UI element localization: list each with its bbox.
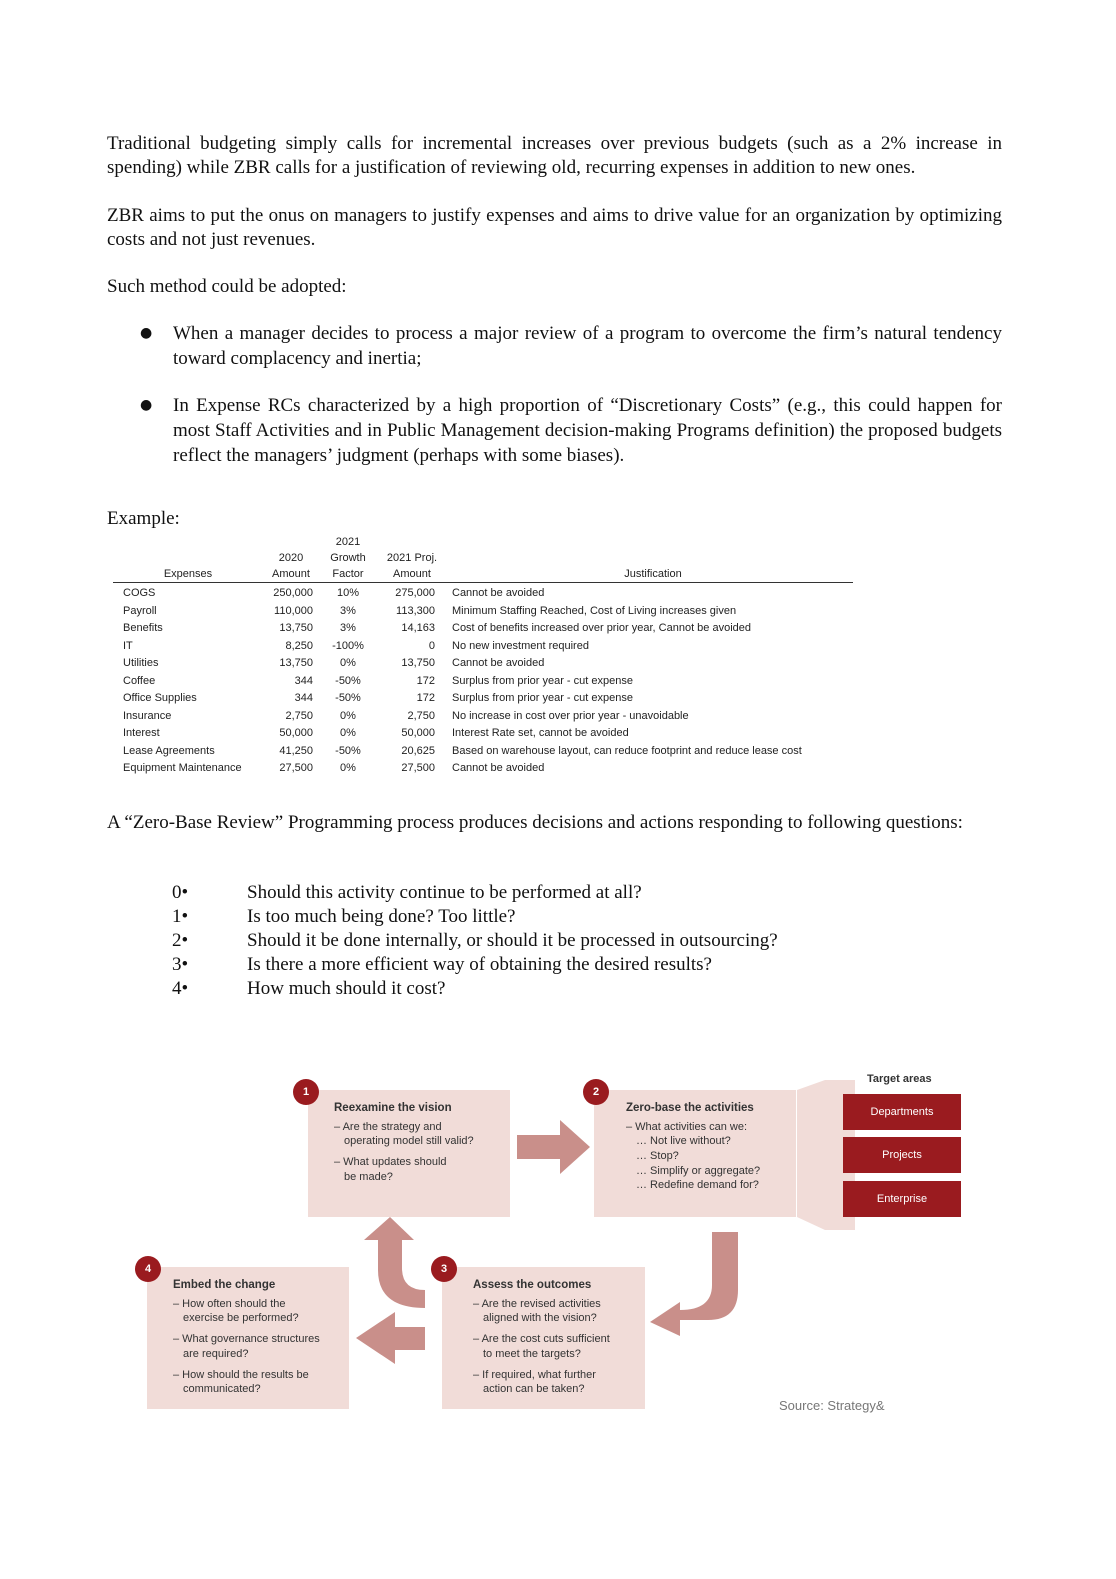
table-row: Payroll 110,000 3% 113,300 Minimum Staffing Reached, Cost of Living increases given — [123, 604, 737, 617]
step-number-badge: 3 — [431, 1256, 457, 1282]
arrow-left-icon — [356, 1312, 425, 1364]
header-2020-amount: Amount — [272, 568, 310, 580]
target-enterprise: Enterprise — [843, 1181, 961, 1217]
step-number-badge: 4 — [135, 1256, 161, 1282]
table-row: Utilities 13,750 0% 13,750 Cannot be avoided — [123, 657, 545, 669]
target-projects: Projects — [843, 1137, 961, 1173]
table-row: Interest 50,000 0% 50,000 Interest Rate set, cannot be avoided — [123, 727, 629, 739]
header-rule — [113, 582, 853, 583]
table-row: IT 8,250 -100% 0 No new investment required — [123, 639, 589, 652]
bullet-text: In Expense RCs characterized by a high proportion of “Discretionary Costs” (e.g., this could happen for most Staff Activities and in Public Management decision-making Programs definition) the proposed budgets reflect the managers’ judgment (perhaps with some biases). — [173, 395, 1002, 466]
step-title: Reexamine the vision — [334, 1102, 452, 1114]
header-proj: 2021 Proj. — [386, 552, 438, 564]
table-row: Benefits 13,750 3% 14,163 Cost of benefits increased over prior year, Cannot be avoided — [123, 622, 752, 634]
bullet-icon: ● — [140, 397, 153, 413]
step-title: Embed the change — [173, 1279, 276, 1291]
step-zero-base-activities: Zero-base the activities – What activities can we: … Not live without? … Stop? … Simplify or aggregate? … Redefine demand for? — [594, 1090, 796, 1217]
arrow-curve-down-icon — [650, 1232, 738, 1336]
header-factor: Factor — [332, 568, 364, 580]
step-reexamine-vision: Reexamine the vision – Are the strategy and operating model still valid? – What updates should be made? — [308, 1090, 510, 1217]
header-growth-year: 2021 — [335, 536, 361, 548]
paragraph-zero-base-review: A “Zero-Base Review” Programming process produces decisions and actions responding to following questions: — [107, 812, 963, 833]
target-departments: Departments — [843, 1094, 961, 1130]
target-areas-title: Target areas — [867, 1073, 932, 1085]
step-assess-outcomes: Assess the outcomes – Are the revised activities aligned with the vision? – Are the cost cuts sufficient to meet the targets? – If required, what further action can be taken? — [442, 1267, 645, 1409]
diagram-source: Source: Strategy& — [779, 1398, 885, 1413]
step-number-badge: 1 — [293, 1079, 319, 1105]
table-row: Coffee 344 -50% 172 Surplus from prior year - cut expense — [123, 674, 633, 687]
header-justification: Justification — [624, 568, 682, 580]
step-number-badge: 2 — [583, 1079, 609, 1105]
paragraph-zbr-aims: ZBR aims to put the onus on managers to justify expenses and aims to drive value for an organization by optimizing costs and not just revenues. — [107, 205, 1002, 250]
bullet-text: When a manager decides to process a major review of a program to overcome the firm’s natural tendency toward complacency and inertia; — [173, 323, 1002, 369]
header-proj-amount: Amount — [393, 568, 431, 580]
paragraph-traditional-budgeting: Traditional budgeting simply calls for incremental increases over previous budgets (such as a 2% increase in spending) while ZBR calls for a justification of reviewing old, recurring expenses in addition to new ones. — [107, 133, 1002, 178]
header-expenses: Expenses — [163, 568, 213, 580]
header-growth: Growth — [330, 552, 366, 564]
example-label: Example: — [107, 508, 180, 529]
step-title: Assess the outcomes — [473, 1279, 592, 1291]
table-row: Equipment Maintenance 27,500 0% 27,500 Cannot be avoided — [123, 762, 545, 774]
paragraph-method-adopted: Such method could be adopted: — [107, 276, 347, 297]
table-row: COGS 250,000 10% 275,000 Cannot be avoided — [123, 587, 545, 599]
table-row: Office Supplies 344 -50% 172 Surplus from prior year - cut expense — [123, 692, 633, 704]
table-row: Lease Agreements 41,250 -50% 20,625 Based on warehouse layout, can reduce footprint and reduce lease cost — [123, 744, 802, 757]
table-row: Insurance 2,750 0% 2,750 No increase in cost over prior year - unavoidable — [123, 709, 689, 722]
step-title: Zero-base the activities — [626, 1102, 754, 1114]
arrow-right-icon — [517, 1120, 590, 1174]
header-2020-year: 2020 — [278, 552, 304, 564]
arrow-curve-up-icon — [364, 1217, 425, 1308]
step-embed-change: Embed the change – How often should the exercise be performed? – What governance structures are required? – How should the results be communicated? — [147, 1267, 349, 1409]
bullet-icon: ● — [140, 325, 153, 341]
